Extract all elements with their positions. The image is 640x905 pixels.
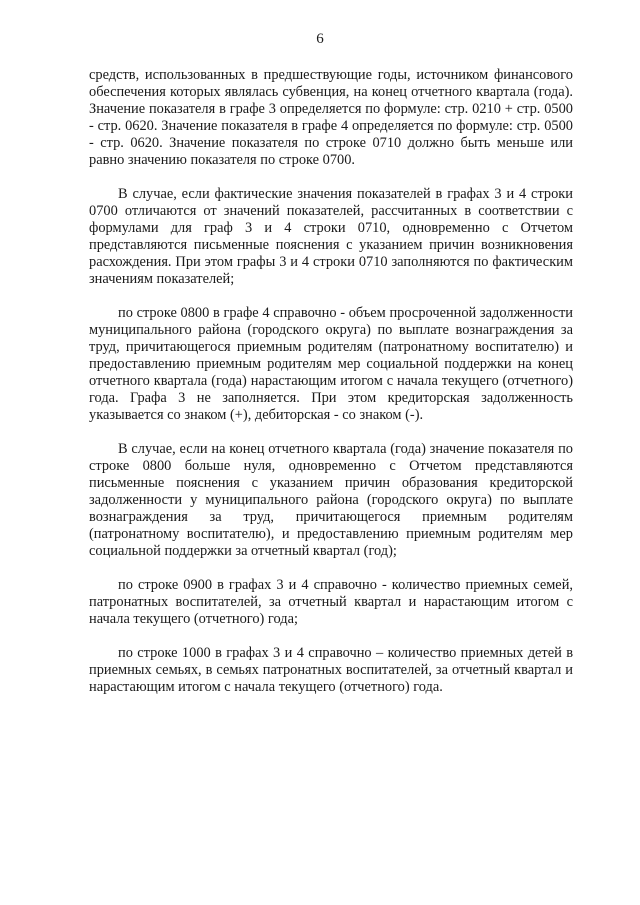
document-body [89,67,573,696]
paragraph-5: по строке 0900 в графах 3 и 4 справочно - количество приемных семей, патронатных воспитателей, за отчетный квартал и нарастающим итогом с начала текущего (отчетного) года; [89,577,573,627]
paragraph-6: по строке 1000 в графах 3 и 4 справочно – количество приемных детей в приемных семьях, в семьях патронатных воспитателей, за отчетный квартал и нарастающим итогом с начала текущего (отчетного) года. [89,645,573,695]
paragraph-3: по строке 0800 в графе 4 справочно - объем просроченной задолженности муниципального района (городского округа) по выплате вознаграждения за труд, причитающегося приемным родителям (патронатному воспитателю) и предоставлению приемным родителям мер социальной поддержки на конец отчетного квартала (года) нарастающим итогом с начала текущего (отчетного) года. Графа 3 не заполняется. При этом кредиторская задолженность указывается со знаком (+), дебиторская - со знаком (-). [89,305,573,423]
paragraph-2: В случае, если фактические значения показателей в графах 3 и 4 строки 0700 отличаются от значений показателей, рассчитанных в соответствии с формулами для граф 3 и 4 строки 0710, одновременно с Отчетом представляются письменные пояснения с указанием причин возникновения расхождения. При этом графы 3 и 4 строки 0710 заполняются по фактическим значениям показателей; [89,186,573,287]
paragraph-1: средств, использованных в предшествующие годы, источником финансового обеспечения которых являлась субвенция, на конец отчетного квартала (года). Значение показателя в графе 3 определяется по формуле: стр. 0210 + стр. 0500 - стр. 0620. Значение показателя в графе 4 определяется по формуле: стр. 0500 - стр. 0620. Значение показателя по строке 0710 должно быть меньше или равно значению показателя по строке 0700. [89,67,573,168]
page-number: 6 [316,31,324,47]
paragraph-4: В случае, если на конец отчетного квартала (года) значение показателя по строке 0800 больше нуля, одновременно с Отчетом представляются письменные пояснения с указанием причин образования кредиторской задолженности у муниципального района (городского округа) по выплате вознаграждения за труд, причитающегося приемным родителям (патронатному воспитателю), и предоставлению приемным родителям мер социальной поддержки за отчетный квартал (год); [89,441,573,559]
